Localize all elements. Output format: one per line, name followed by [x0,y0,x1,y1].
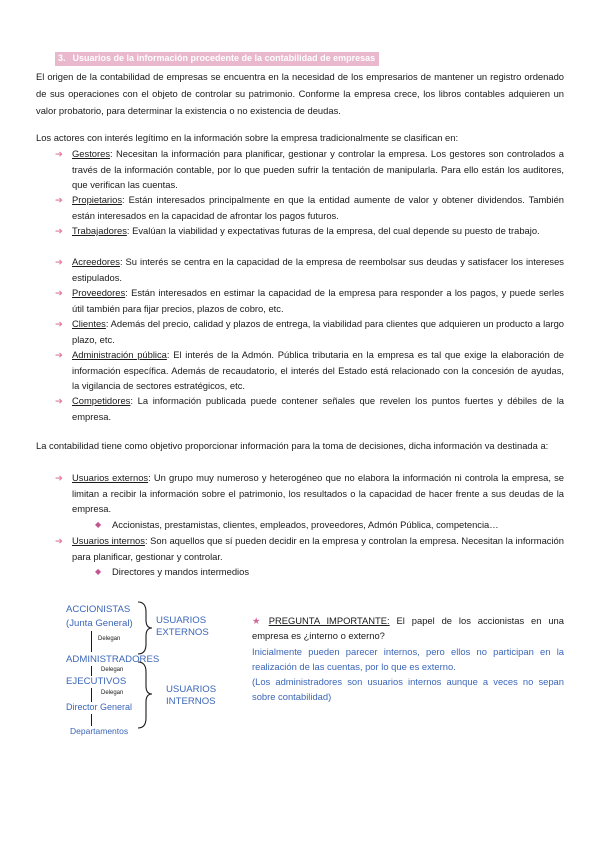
description: : Su interés se centra en la capacidad de la empresa de reembolsar sus deudas y satisfacer los intereses estipulados. [72,256,564,283]
important-question-block [252,613,564,704]
term: Competidores [72,395,131,406]
arrow-icon: ➔ [55,472,63,483]
term: Proveedores [72,287,126,298]
description: : Un grupo muy numeroso y heterogéneo que no elabora la información ni controla la empresa, se limitan a recibir la información sobre el patrimonio, los resultados o la capacidad de hacer frente a sus deudas de la empresa. [72,472,564,514]
description: : Evalúan la viabilidad y expectativas futuras de la empresa, del cual depende su puesto de trabajo. [126,225,540,236]
label-junta-general: (Junta General) [66,618,133,629]
star-icon: ★ [252,615,265,626]
list-item-competidores [56,393,564,424]
brace-svg [136,600,156,730]
arrow-icon: ➔ [55,225,63,236]
question-label: PREGUNTA IMPORTANTE: [268,615,390,626]
label-administradores: ADMINISTRADORES [66,654,160,665]
description: : El interés de la Admón. Pública tributaria en la empresa es tal que exige la elaboración de información específica. Además de recaudatorio, el interés del Estado está relacionado con la concesión de ayudas, la vigilancia de sectores estratégicos, etc. [72,349,564,391]
sub-item-externos [95,517,565,533]
arrow-icon: ➔ [55,395,63,406]
term: Usuarios externos [72,472,149,483]
description: : La información publicada puede contener señales que revelen los puntos fuertes y débiles de la empresa. [72,395,564,422]
list-item-proveedores [56,285,564,316]
label-usuarios-externos: USUARIOS EXTERNOS [156,615,209,638]
arrow-icon: ➔ [55,148,63,159]
section-number: 3. [58,53,66,63]
label-accionistas: ACCIONISTAS [66,604,131,615]
sub-text: Accionistas, prestamistas, clientes, empleados, proveedores, Admón Pública, competencia… [112,519,499,530]
intro-paragraph: El origen de la contabilidad de empresas se encuentra en la necesidad de los empresarios de mantener un registro ordenado de sus operaciones con el objeto de controlar su patrimonio. Conforme la empresa crece, los libros contables adquieren un valor probatorio, para determinar la existencia o no existencia de deudas. [36,71,564,116]
sub-text: Directores y mandos intermedios [112,566,250,577]
diamond-icon: ◆ [95,567,102,576]
label-delegan-2: Delegan [101,667,124,673]
question-text: El papel de los accionistas en una empresa es ¿interno o externo? [252,615,564,641]
description: : Además del precio, calidad y plazos de entrega, la viabilidad para clientes que adquieren un producto a largo plazo, etc. [72,318,564,345]
sub-item-internos [95,564,565,580]
term: Trabajadores [72,225,127,236]
description: : Necesitan la información para planificar, gestionar y controlar la empresa. Los gestores son controlados a través de la información contable, por lo que pueden sufrir la tentación de manipularla. Para ello están los auditores, que verifican las cuentas. [72,148,564,190]
list-item-propietarios [56,192,564,223]
brace-internos [138,662,152,728]
term: Usuarios internos [72,535,145,546]
list-item-usuarios-internos [56,533,564,564]
term: Administración pública [72,349,167,360]
answer: Inicialmente pueden parecer internos, pero ellos no participan en la realización de las cuentas, por lo que es externo. [252,646,564,672]
connector-line [91,666,92,676]
connector-line [91,688,92,702]
arrow-icon: ➔ [55,349,63,360]
label-director-general: Director General [66,702,133,712]
objective-paragraph: La contabilidad tiene como objetivo proporcionar información para la toma de decisiones, dicha información va destinada a: [36,440,549,451]
description: : Son aquellos que sí pueden decidir en la empresa y controlan la empresa. Necesitan la información para planificar, gestionar y controlar. [72,535,564,562]
description: : Están interesados principalmente en que la entidad aumente de valor y obtener dividendos. También están interesados en la capacidad de afrontar los pagos futuros. [72,194,564,221]
label-delegan-3: Delegan [101,690,124,696]
arrow-icon: ➔ [55,535,63,546]
list-item-administracion [56,347,564,394]
connector-line [91,631,92,652]
description: : Están interesados en estimar la capacidad de la empresa para responder a los pagos, y puede serles útil también para fijar precios, plazos de cobro, etc. [72,287,564,314]
label-usuarios-internos: USUARIOS INTERNOS [166,684,217,707]
label-departamentos: Departamentos [70,726,129,736]
list-item-gestores [56,146,564,193]
section-heading [55,52,379,66]
term: Acreedores [72,256,120,267]
list-item-usuarios-externos [56,470,564,517]
term: Gestores [72,148,111,159]
hierarchy-diagram [0,590,260,750]
brace-externos [138,602,152,654]
arrow-icon: ➔ [55,256,63,267]
label-delegan-1: Delegan [98,636,121,642]
term: Clientes [72,318,106,329]
section-title: Usuarios de la información procedente de la contabilidad de empresas [72,53,376,63]
actors-intro: Los actores con interés legítimo en la información sobre la empresa tradicionalmente se clasifican en: [36,132,459,143]
list-item-acreedores [56,254,564,285]
label-ejecutivos: EJECUTIVOS [66,676,127,687]
arrow-icon: ➔ [55,194,63,205]
question [252,613,564,643]
arrow-icon: ➔ [55,318,63,329]
diamond-icon: ◆ [95,520,102,529]
term: Propietarios [72,194,123,205]
arrow-icon: ➔ [55,287,63,298]
answer-note: (Los administradores son usuarios internos aunque a veces no sepan sobre contabilidad) [252,676,564,702]
list-item-clientes [56,316,564,347]
list-item-trabajadores [56,223,564,239]
connector-line [91,714,92,726]
